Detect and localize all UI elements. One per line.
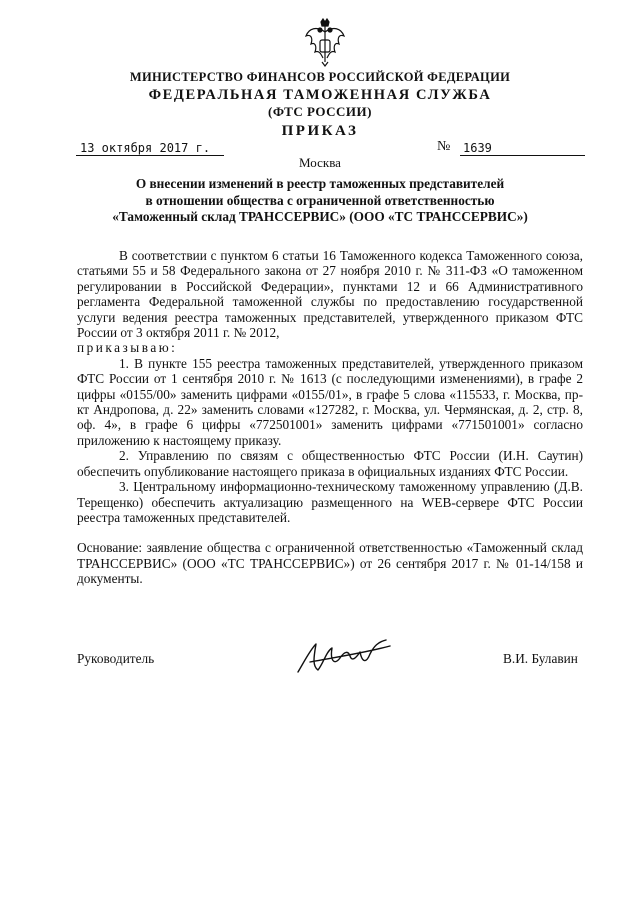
signatory-role: Руководитель bbox=[77, 651, 155, 666]
coat-of-arms-emblem bbox=[303, 18, 347, 68]
title-line: в отношении общества с ограниченной ответственностью bbox=[145, 192, 495, 208]
item-3-paragraph: 3. Центральному информационно-техническому таможенному управлению (Д.В. Терещенко) обеспечить актуализацию размещенного на WEB-сервере ФТС России реестра таможенных представителей. bbox=[77, 479, 583, 525]
order-body bbox=[77, 248, 583, 587]
order-date: 13 октября 2017 г. bbox=[76, 141, 224, 156]
service-short-name: (ФТС РОССИИ) bbox=[268, 104, 372, 119]
ministry-name: МИНИСТЕРСТВО ФИНАНСОВ РОССИЙСКОЙ ФЕДЕРАЦИИ bbox=[129, 70, 511, 84]
document-type: ПРИКАЗ bbox=[281, 123, 359, 139]
order-title bbox=[60, 176, 580, 226]
item-2-paragraph: 2. Управлению по связям с общественностью ФТС России (И.Н. Саутин) обеспечить опубликование настоящего приказа в официальных изданиях ФТС России. bbox=[77, 448, 583, 479]
order-number: 1639 bbox=[460, 141, 585, 156]
service-name: ФЕДЕРАЛЬНАЯ ТАМОЖЕННАЯ СЛУЖБА bbox=[148, 87, 492, 103]
item-1-paragraph: 1. В пункте 155 реестра таможенных представителей, утвержденного приказом ФТС России от 1 сентября 2010 г. № 1613 (с последующими изменениями), в графе 2 цифры «0155/00» заменить цифрами «0155/01», в графе 5 слова «115533, г. Москва, пр-кт Андропова, д. 22» заменить словами «127282, г. Москва, ул. Чермянская, д. 2, стр. 8, оф. 4», в графе 6 цифры «772501001» заменить цифрами «771501001» согласно приложению к настоящему приказу. bbox=[77, 355, 583, 448]
order-number-label: № bbox=[437, 139, 451, 154]
title-line: О внесении изменений в реестр таможенных представителей bbox=[135, 176, 505, 191]
basis-paragraph: Основание: заявление общества с ограниченной ответственностью «Таможенный склад ТРАНССЕРВИС» (ООО «ТС ТРАНССЕРВИС») от 26 сентября 2017 г. № 01-14/158 и документы. bbox=[77, 540, 583, 587]
title-line: «Таможенный склад ТРАНССЕРВИС» (ООО «ТС ТРАНССЕРВИС») bbox=[112, 209, 528, 224]
order-city: Москва bbox=[299, 155, 341, 170]
signatory-name: В.И. Булавин bbox=[503, 651, 578, 666]
handwritten-signature bbox=[290, 632, 400, 682]
intro-paragraph: В соответствии с пунктом 6 статьи 16 Таможенного кодекса Таможенного союза, статьями 55 и 58 Федерального закона от 27 ноября 2010 г. № 311-ФЗ «О таможенном регулировании в Российской Федерации», пунктами 12 и 66 Административного регламента Федеральной таможенной службы по предоставлению государственной услуги ведения реестра таможенных представителей, утвержденного приказом ФТС России от 3 октября 2011 г. № 2012, bbox=[77, 248, 583, 341]
directive-word: приказываю: bbox=[77, 340, 178, 356]
directive-paragraph bbox=[77, 340, 583, 355]
